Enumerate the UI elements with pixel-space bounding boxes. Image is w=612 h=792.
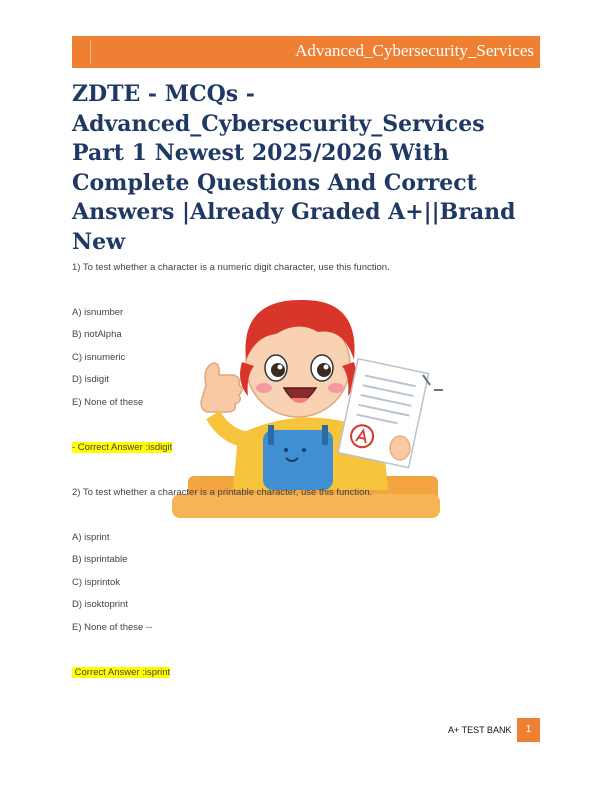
footer-label: A+ TEST BANK (448, 725, 512, 735)
option-c: C) isprintok (72, 577, 121, 588)
header-divider (90, 40, 91, 64)
option-a: A) isnumber (72, 307, 124, 318)
header-title: Advanced_Cybersecurity_Services (295, 41, 534, 60)
correct-answer: Correct Answer :isprint (72, 667, 171, 678)
option-e: E) None of these (72, 397, 144, 408)
document-title: ZDTE - MCQs - Advanced_Cybersecurity_Services Part 1 Newest 2025/2026 With Complete Questions And Correct Answers |Already Graded A+||Brand New (72, 81, 516, 255)
option-b: B) notAlpha (72, 329, 122, 340)
question-text: 2) To test whether a character is a printable character, use this function. (72, 487, 373, 498)
option-e: E) None of these -- (72, 622, 153, 633)
page-number: 1 (517, 718, 540, 742)
option-d: D) isoktoprint (72, 599, 128, 610)
thumbs-up-icon (201, 363, 242, 412)
header-bar (72, 36, 540, 68)
option-b: B) isprintable (72, 554, 128, 565)
correct-answer: - Correct Answer :isdigit (72, 442, 173, 453)
option-d: D) isdigit (72, 374, 109, 385)
option-c: C) isnumeric (72, 352, 126, 363)
question-text: 1) To test whether a character is a numeric digit character, use this function. (72, 262, 390, 273)
option-a: A) isprint (72, 532, 110, 543)
